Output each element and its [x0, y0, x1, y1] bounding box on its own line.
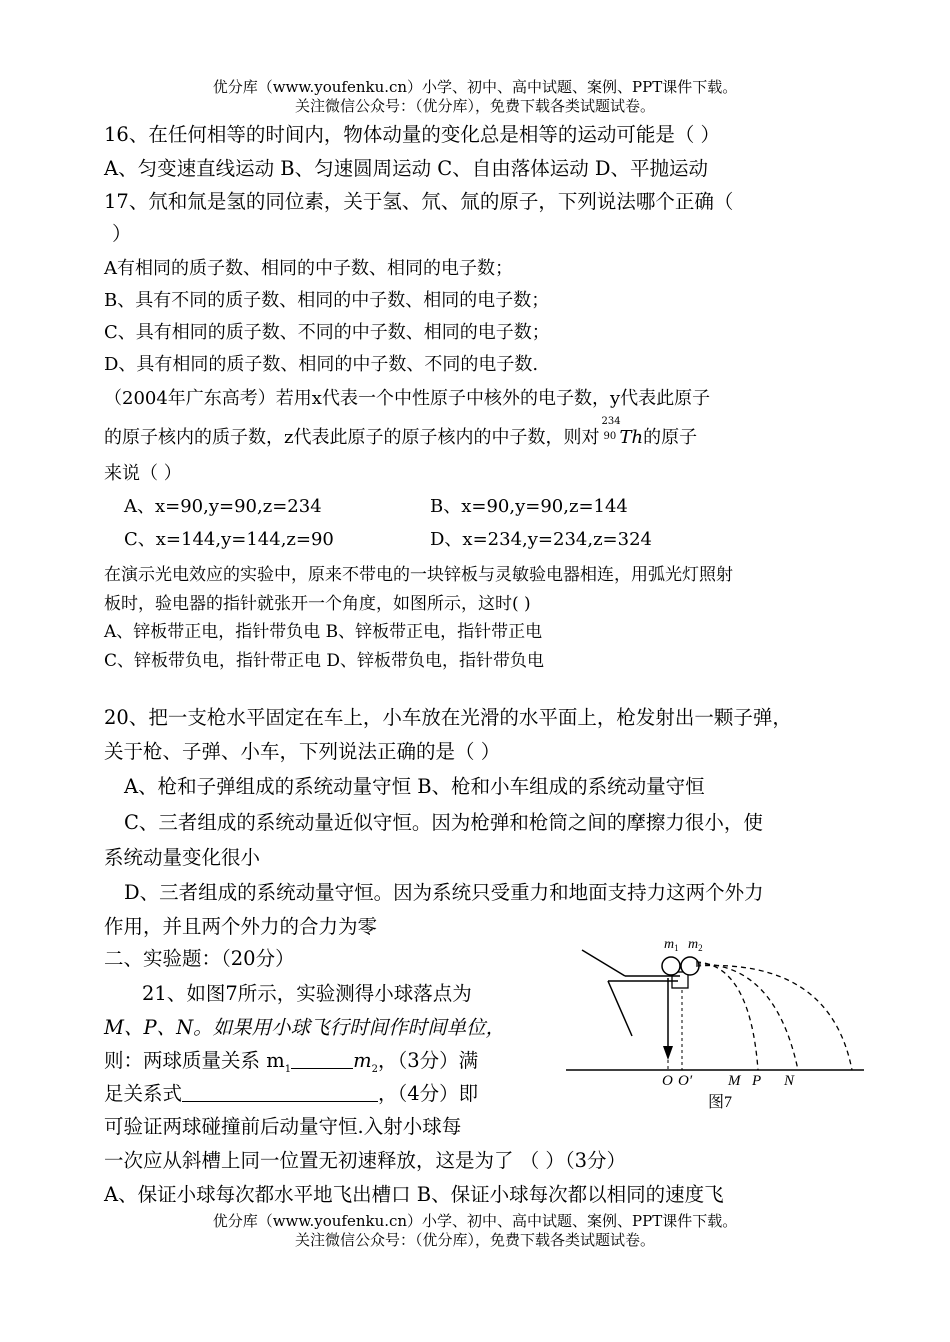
- q21-line-2: [104, 1015, 505, 1041]
- page-footer: [0, 1212, 950, 1250]
- drop-arrow-icon: [663, 1046, 673, 1060]
- figure-7: [560, 928, 870, 1118]
- section-2-title: 二、实验题：（20分）: [104, 947, 295, 970]
- label-o: O: [662, 1073, 673, 1089]
- q19-options-cd: C、锌板带负电，指针带正电 D、锌板带负电，指针带负电: [104, 651, 545, 671]
- label-o-prime: O′: [678, 1073, 693, 1089]
- q21-line-3b: m: [353, 1049, 372, 1072]
- header-line-1: 优分库（www.youfenku.cn）小学、初中、高中试题、案例、PPT课件下载。: [212, 78, 738, 96]
- q18-option-b: B、x=90,y=90,z=144: [430, 496, 628, 517]
- label-m-point: M: [728, 1073, 741, 1089]
- q21-line-3a: 则：两球质量关系 m: [104, 1049, 285, 1072]
- q17-stem-2: ）: [112, 222, 132, 245]
- q19-stem-2: 板时，验电器的指针就张开一个角度，如图所示，这时( ): [104, 594, 531, 614]
- q17-stem-1: 17、氘和氚是氢的同位素，关于氢、氘、氚的原子，下列说法哪个正确（: [104, 190, 734, 213]
- q18-option-c: C、x=144,y=144,z=90: [124, 529, 334, 550]
- q21-line-4b: ，（4分）即: [378, 1082, 479, 1105]
- q21-line-3: 则：两球质量关系 $m_1$ $m_2$，（3分）满: [104, 1049, 479, 1075]
- trajectory-n: [696, 965, 852, 1070]
- footer-line-1: 优分库（www.youfenku.cn）小学、初中、高中试题、案例、PPT课件下载。: [212, 1212, 738, 1230]
- label-m2: $m_2$: [688, 937, 703, 953]
- q20-option-c-2: 系统动量变化很小: [104, 846, 261, 869]
- q21-line-3c: ，（3分）满: [377, 1049, 479, 1072]
- q18-option-d: D、x=234,y=234,z=324: [430, 529, 652, 550]
- relation-formula-blank[interactable]: [182, 1081, 378, 1102]
- label-p-point: P: [752, 1073, 762, 1089]
- footer-line-2: 关注微信公众号：（优分库），免费下载各类试题试卷。: [294, 1231, 655, 1249]
- q20-options-ab: A、枪和子弹组成的系统动量守恒 B、枪和小车组成的系统动量守恒: [124, 775, 705, 798]
- q21-line-7: A、保证小球每次都水平地飞出槽口 B、保证小球每次都以相同的速度飞: [104, 1183, 724, 1206]
- ramp-upper-edge: [582, 950, 625, 976]
- header-line-2: 关注微信公众号：（优分库），免费下载各类试题试卷。: [294, 97, 655, 115]
- label-n-point: N: [784, 1073, 795, 1089]
- q16-stem: 16、在任何相等的时间内，物体动量的变化总是相等的运动可能是（ ）: [104, 123, 721, 146]
- q17-option-d: D、具有相同的质子数、相同的中子数、不同的电子数.: [104, 354, 539, 375]
- isotope-symbol: Th: [619, 427, 644, 448]
- q18-stem-2b: 的原子: [643, 427, 698, 448]
- q20-stem-1: 20、把一支枪水平固定在车上，小车放在光滑的水平面上，枪发射出一颗子弹，: [104, 706, 792, 729]
- figure-caption: 图7: [708, 1094, 733, 1111]
- q19-stem-1: 在演示光电效应的实验中，原来不带电的一块锌板与灵敏验电器相连，用弧光灯照射: [104, 565, 733, 585]
- q18-stem-1: （2004年广东高考）若用x代表一个中性原子中核外的电子数，y代表此原子: [104, 388, 711, 409]
- q21-line-5: 可验证两球碰撞前后动量守恒.入射小球每: [104, 1115, 462, 1138]
- q18-option-a: A、x=90,y=90,z=234: [124, 496, 322, 517]
- ramp-support: [608, 981, 632, 1036]
- label-m1: $m_1$: [664, 937, 679, 953]
- q20-option-c-1: C、三者组成的系统动量近似守恒。因为枪弹和枪筒之间的摩擦力很小，使: [124, 811, 763, 834]
- figure-7-diagram: [560, 928, 870, 1118]
- trajectory-p: [696, 964, 798, 1070]
- q17-option-c: C、具有相同的质子数、不同的中子数、相同的电子数；: [104, 322, 550, 343]
- isotope-mass-number: 234: [601, 416, 621, 427]
- ball-m1: [662, 957, 680, 975]
- q20-option-d-2: 作用，并且两个外力的合力为零: [104, 915, 378, 938]
- q21-line-6: 一次应从斜槽上同一位置无初速释放，这是为了 （ ）（3分）: [104, 1149, 627, 1172]
- thorium-isotope: [599, 416, 621, 445]
- q21-line-4: [104, 1081, 478, 1107]
- q19-options-ab: A、锌板带正电，指针带负电 B、锌板带正电，指针带正电: [104, 622, 543, 642]
- q21-line-4a: 足关系式: [104, 1082, 183, 1105]
- q18-stem-3: 来说（ ）: [104, 463, 182, 484]
- q21-line-2-text: M、P、N。如果用小球飞行时间作时间单位，: [104, 1016, 506, 1039]
- q20-stem-2: 关于枪、子弹、小车，下列说法正确的是（ ）: [104, 740, 501, 763]
- q21-line-1: 21、如图7所示，实验测得小球落点为: [142, 982, 472, 1005]
- q17-option-a: A有相同的质子数、相同的中子数、相同的电子数；: [104, 258, 513, 279]
- q18-stem-2a: 的原子核内的质子数，z代表此原子的原子核内的中子数，则对: [104, 427, 600, 448]
- q17-option-b: B、具有不同的质子数、相同的中子数、相同的电子数；: [104, 290, 550, 311]
- q20-option-d-1: D、三者组成的系统动量守恒。因为系统只受重力和地面支持力这两个外力: [124, 881, 764, 904]
- mass-relation-blank[interactable]: [291, 1048, 353, 1069]
- q16-options: A、匀变速直线运动 B、匀速圆周运动 C、自由落体运动 D、平抛运动: [104, 157, 709, 180]
- isotope-atomic-number: 90: [603, 431, 617, 442]
- page-header: [0, 78, 950, 116]
- q18-stem-2: [104, 416, 698, 451]
